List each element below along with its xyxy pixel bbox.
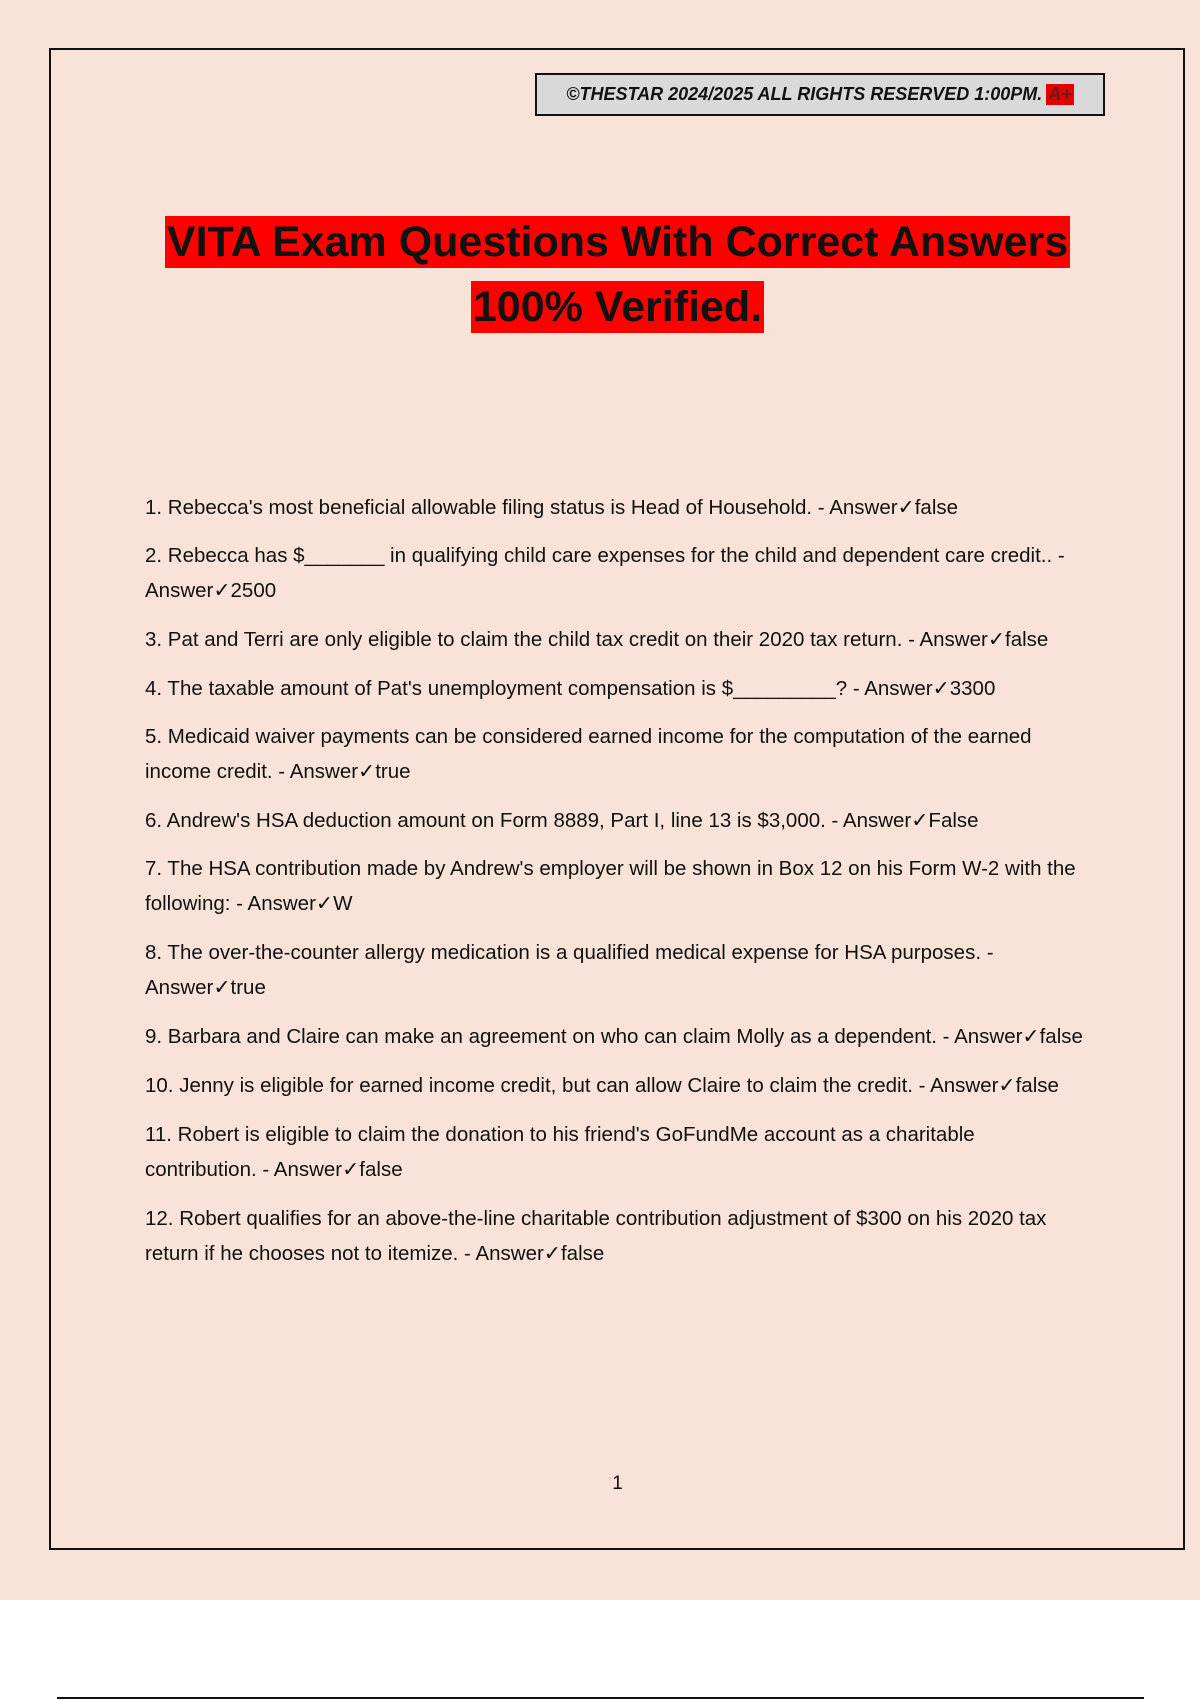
question-item: 11. Robert is eligible to claim the donation to his friend's GoFundMe account as a charitable contribution. - Answer✓false xyxy=(145,1123,975,1181)
grade-badge: A+ xyxy=(1048,84,1072,104)
question-item: 10. Jenny is eligible for earned income credit, but can allow Claire to claim the credit. - Answer✓false xyxy=(145,1074,1059,1097)
question-item: 5. Medicaid waiver payments can be considered earned income for the computation of the earned income credit. - Answer✓true xyxy=(145,725,1032,783)
copyright-header xyxy=(535,73,1105,116)
question-item: 9. Barbara and Claire can make an agreement on who can claim Molly as a dependent. - Answer✓false xyxy=(145,1025,1083,1048)
page-number: 1 xyxy=(612,1473,623,1494)
question-item: 2. Rebecca has $_______ in qualifying child care expenses for the child and dependent care credit.. - Answer✓2500 xyxy=(145,544,1065,602)
question-item: 12. Robert qualifies for an above-the-line charitable contribution adjustment of $300 on his 2020 tax return if he chooses not to itemize. - Answer✓false xyxy=(145,1207,1047,1265)
next-page-divider xyxy=(57,1697,1144,1699)
question-item: 1. Rebecca's most beneficial allowable filing status is Head of Household. - Answer✓false xyxy=(145,496,959,519)
question-item: 8. The over-the-counter allergy medication is a qualified medical expense for HSA purposes. - Answer✓true xyxy=(145,941,994,999)
title-line-2: 100% Verified. xyxy=(472,283,763,331)
question-item: 4. The taxable amount of Pat's unemployment compensation is $_________? - Answer✓3300 xyxy=(145,677,996,700)
question-item: 7. The HSA contribution made by Andrew's employer will be shown in Box 12 on his Form W-2 with the following: - Answer✓W xyxy=(145,857,1076,915)
title-line-1: VITA Exam Questions With Correct Answers xyxy=(166,218,1069,266)
question-item: 3. Pat and Terri are only eligible to claim the child tax credit on their 2020 tax return. - Answer✓false xyxy=(145,628,1049,651)
question-item: 6. Andrew's HSA deduction amount on Form 8889, Part I, line 13 is $3,000. - Answer✓False xyxy=(145,809,979,832)
question-list xyxy=(145,490,1085,1285)
copyright-text: ©THESTAR 2024/2025 ALL RIGHTS RESERVED 1:00PM. xyxy=(566,84,1043,104)
page-title xyxy=(60,210,1175,340)
